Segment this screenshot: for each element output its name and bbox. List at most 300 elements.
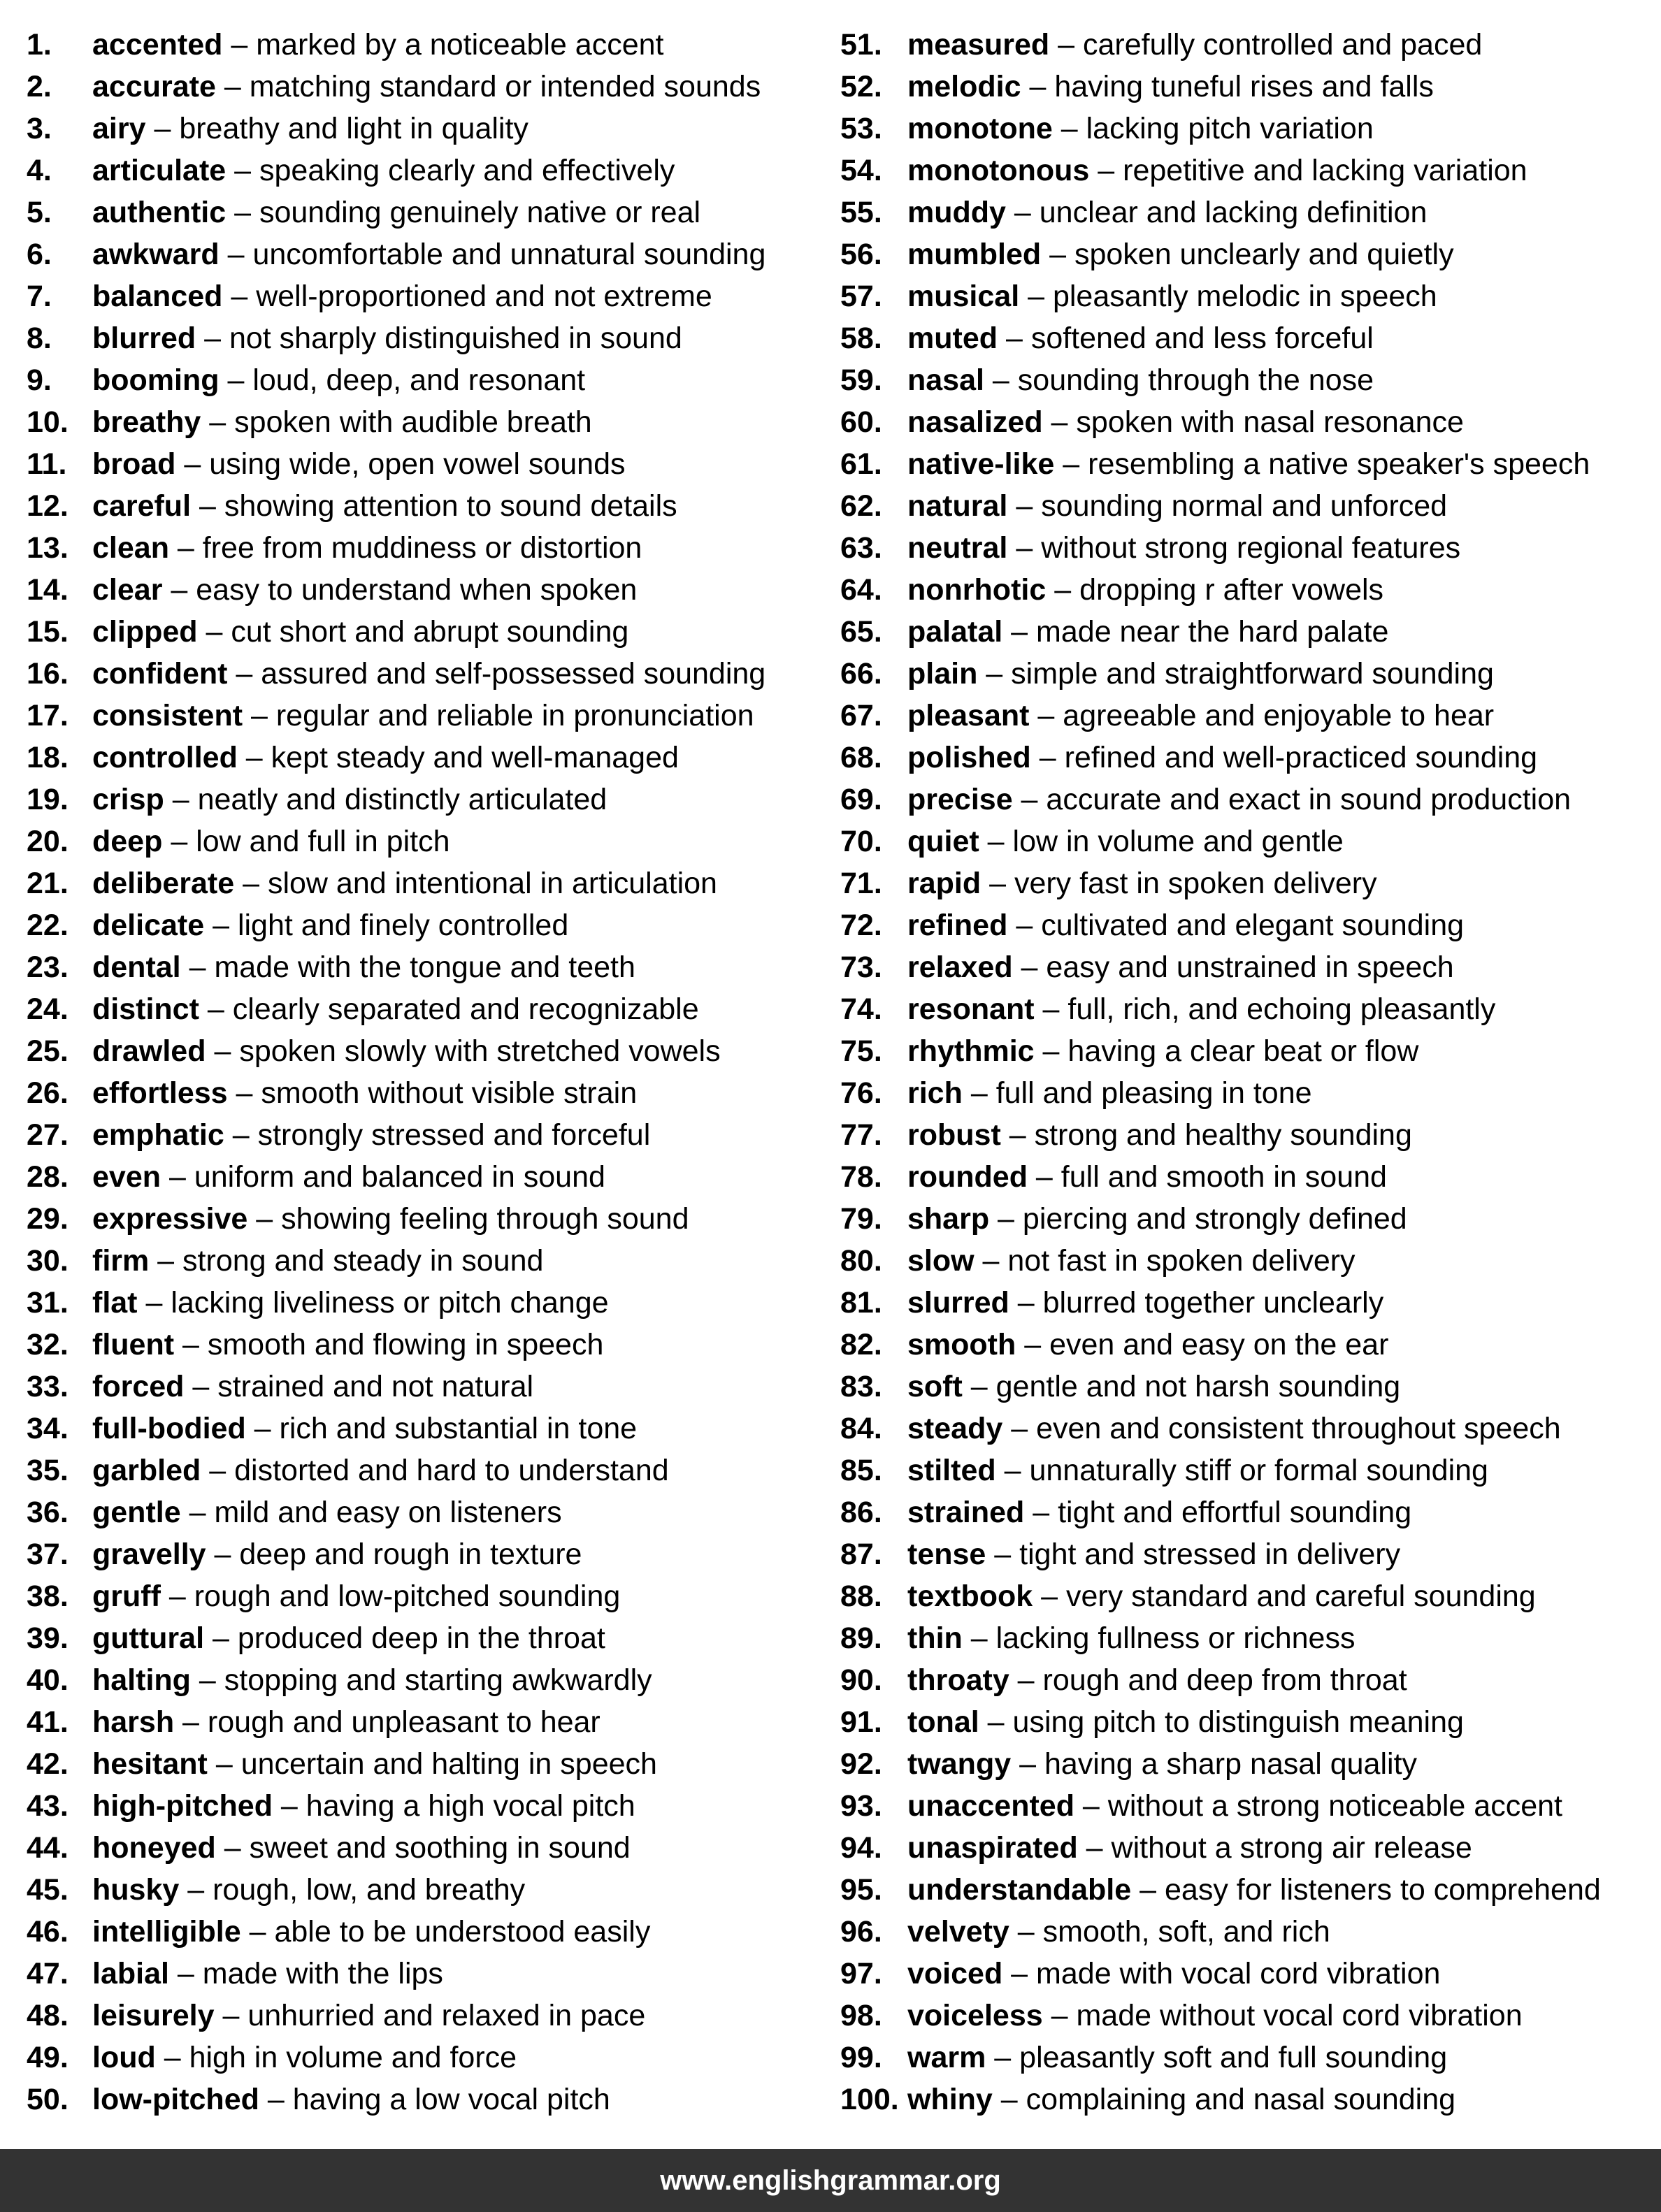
item-separator: – [1049,28,1083,62]
list-item [840,1617,1651,1659]
item-definition: cut short and abrupt sounding [231,615,629,649]
item-separator: – [155,2041,189,2074]
item-text [907,737,1537,779]
list-item [840,317,1651,359]
item-text [92,24,663,66]
item-text [907,1827,1472,1869]
item-definition: without a strong air release [1111,1831,1472,1865]
item-number: 6. [27,238,52,271]
item-number: 97. [840,1957,882,1990]
item-number: 5. [27,196,52,229]
item-definition: having a high vocal pitch [305,1789,635,1823]
item-word: leisurely [92,1999,215,2032]
item-text [92,527,642,569]
item-separator: – [974,1244,1008,1278]
footer-bar [0,2149,1661,2212]
item-text [92,1282,609,1324]
item-text [907,317,1374,359]
item-number: 75. [840,1034,882,1068]
list-item [27,275,830,317]
item-number: 44. [27,1831,69,1865]
item-word: nasal [907,363,984,397]
item-text [92,1156,605,1198]
item-separator: – [204,909,238,942]
item-number: 68. [840,741,882,774]
item-text [92,1911,650,1953]
item-separator: – [168,531,203,565]
list-item [27,359,830,401]
list-item [840,2079,1651,2120]
item-separator: – [207,1747,241,1781]
item-definition: made with the tongue and teeth [214,950,635,984]
item-word: dental [92,950,181,984]
item-text [92,1114,650,1156]
item-word: fluent [92,1328,175,1361]
item-definition: spoken with nasal resonance [1076,405,1464,439]
list-item [840,275,1651,317]
item-word: rhythmic [907,1034,1035,1068]
item-text [92,1533,582,1575]
item-number: 40. [27,1663,69,1697]
item-text [907,485,1447,527]
item-text [907,1240,1356,1282]
item-text [907,1743,1417,1785]
item-word: unaspirated [907,1831,1078,1865]
item-definition: smooth and flowing in speech [207,1328,604,1361]
item-number: 14. [27,573,69,607]
item-word: monotone [907,112,1053,145]
item-word: labial [92,1957,169,1990]
item-separator: – [981,867,1014,900]
item-definition: spoken with audible breath [234,405,592,439]
item-number: 43. [27,1789,69,1823]
item-definition: uniform and balanced in sound [194,1160,605,1194]
item-word: melodic [907,70,1021,103]
item-text [907,1533,1400,1575]
item-definition: regular and reliable in pronunciation [275,699,754,732]
item-word: low-pitched [92,2083,259,2116]
item-word: delicate [92,909,205,942]
item-definition: gentle and not harsh sounding [995,1370,1401,1403]
item-separator: – [247,1202,282,1236]
item-separator: – [215,70,250,103]
item-text [907,1282,1383,1324]
item-definition: well-proportioned and not extreme [256,280,712,313]
item-separator: – [204,1621,238,1655]
item-separator: – [206,1538,240,1571]
item-separator: – [1027,1160,1061,1194]
item-text [907,1575,1536,1617]
word-list-right-column [840,24,1651,2120]
item-separator: – [1012,783,1047,816]
item-definition: without a strong noticeable accent [1107,1789,1562,1823]
item-word: firm [92,1244,150,1278]
item-separator: – [1016,1328,1050,1361]
item-word: thin [907,1621,963,1655]
item-number: 36. [27,1496,69,1529]
item-separator: – [1046,573,1080,607]
item-word: husky [92,1873,180,1907]
item-definition: spoken unclearly and quietly [1074,238,1454,271]
item-word: strained [907,1496,1025,1529]
item-word: booming [92,363,220,397]
item-number: 76. [840,1076,882,1110]
item-separator: – [224,1118,258,1152]
item-number: 64. [840,573,882,607]
item-word: clean [92,531,169,565]
item-separator: – [1005,196,1040,229]
list-item [27,1072,830,1114]
item-number: 12. [27,489,69,523]
item-text [907,1324,1388,1366]
item-separator: – [240,1915,275,1949]
item-number: 94. [840,1831,882,1865]
item-word: tense [907,1538,986,1571]
item-definition: easy for listeners to comprehend [1164,1873,1601,1907]
item-text [907,1953,1440,1995]
item-separator: – [222,280,257,313]
footer-url: www.englishgrammar.org [660,2165,1001,2196]
item-separator: – [979,1705,1013,1739]
item-definition: repetitive and lacking variation [1123,154,1527,187]
item-word: effortless [92,1076,228,1110]
item-definition: rough, low, and breathy [213,1873,526,1907]
item-text [92,862,717,904]
list-item [27,1324,830,1366]
item-separator: – [206,1034,240,1068]
item-number: 53. [840,112,882,145]
list-item [840,946,1651,988]
list-item [27,527,830,569]
list-item [840,862,1651,904]
list-item [27,108,830,150]
item-text [907,1030,1418,1072]
item-separator: – [174,1328,208,1361]
item-separator: – [168,1957,203,1990]
item-text [907,1408,1561,1450]
item-word: loud [92,2041,156,2074]
list-item [27,1408,830,1450]
item-number: 72. [840,909,882,942]
item-separator: – [162,825,196,858]
item-separator: – [1007,909,1042,942]
item-separator: – [226,154,260,187]
item-text [92,1366,533,1408]
item-definition: slow and intentional in articulation [267,867,717,900]
list-item [840,1198,1651,1240]
item-number: 83. [840,1370,882,1403]
item-definition: full, rich, and echoing pleasantly [1067,992,1496,1026]
item-number: 28. [27,1160,69,1194]
list-item [840,1575,1651,1617]
item-number: 45. [27,1873,69,1907]
item-text [92,1785,635,1827]
item-word: high-pitched [92,1789,273,1823]
item-definition: having a clear beat or flow [1067,1034,1419,1068]
item-text [907,1450,1488,1491]
item-definition: strong and steady in sound [182,1244,544,1278]
item-word: expressive [92,1202,248,1236]
item-number: 67. [840,699,882,732]
item-definition: spoken slowly with stretched vowels [239,1034,721,1068]
item-number: 52. [840,70,882,103]
item-text [92,737,679,779]
item-definition: rich and substantial in tone [279,1412,638,1445]
item-definition: sounding genuinely native or real [259,196,701,229]
item-number: 58. [840,321,882,355]
item-definition: made near the hard palate [1036,615,1389,649]
list-item [840,24,1651,66]
item-number: 61. [840,447,882,481]
list-item [840,1953,1651,1995]
item-definition: cultivated and elegant sounding [1041,909,1465,942]
list-item [840,1282,1651,1324]
item-word: mumbled [907,238,1042,271]
item-number: 27. [27,1118,69,1152]
list-item [27,443,830,485]
item-number: 71. [840,867,882,900]
item-word: stilted [907,1454,996,1487]
item-number: 82. [840,1328,882,1361]
item-text [907,443,1590,485]
item-word: clear [92,573,163,607]
item-separator: – [219,238,253,271]
item-word: twangy [907,1747,1012,1781]
item-definition: simple and straightforward sounding [1011,657,1494,691]
item-number: 59. [840,363,882,397]
item-text [92,904,568,946]
item-definition: having tuneful rises and falls [1054,70,1434,103]
item-separator: – [1052,112,1086,145]
item-number: 21. [27,867,69,900]
item-separator: – [199,992,233,1026]
item-number: 95. [840,1873,882,1907]
item-text [907,904,1464,946]
list-item [27,1114,830,1156]
item-text [907,1072,1312,1114]
item-text [907,108,1374,150]
item-number: 34. [27,1412,69,1445]
list-item [840,527,1651,569]
item-definition: rough and deep from throat [1042,1663,1407,1697]
list-item [840,1701,1651,1743]
item-separator: – [1034,992,1068,1026]
item-definition: rough and low-pitched sounding [194,1580,621,1613]
item-number: 55. [840,196,882,229]
item-separator: – [984,363,1018,397]
item-definition: speaking clearly and effectively [259,154,675,187]
item-word: forced [92,1370,185,1403]
item-text [92,569,637,611]
list-item [27,1659,830,1701]
item-definition: easy to understand when spoken [196,573,638,607]
item-number: 39. [27,1621,69,1655]
item-number: 81. [840,1286,882,1320]
item-number: 25. [27,1034,69,1068]
item-separator: – [1042,405,1077,439]
word-list-left-column [27,24,830,2120]
item-word: robust [907,1118,1001,1152]
item-definition: easy and unstrained in speech [1046,950,1454,984]
item-text [92,1575,620,1617]
item-definition: matching standard or intended sounds [249,70,761,103]
item-separator: – [161,1160,194,1194]
item-text [92,1198,689,1240]
item-separator: – [1021,70,1055,103]
item-separator: – [227,657,261,691]
item-separator: – [962,1076,996,1110]
item-text [92,1743,657,1785]
list-item [27,233,830,275]
item-definition: free from muddiness or distortion [202,531,642,565]
item-number: 10. [27,405,69,439]
item-number: 1. [27,28,52,62]
list-item [840,653,1651,695]
item-number: 56. [840,238,882,271]
item-separator: – [1074,1789,1108,1823]
item-definition: uncertain and halting in speech [240,1747,657,1781]
item-word: soft [907,1370,963,1403]
item-text [907,2079,1455,2120]
list-item [27,611,830,653]
item-definition: refined and well-practiced sounding [1064,741,1538,774]
item-separator: – [1089,154,1123,187]
list-item [27,1366,830,1408]
item-word: slow [907,1244,975,1278]
item-definition: piercing and strongly defined [1022,1202,1407,1236]
item-definition: very standard and careful sounding [1066,1580,1536,1613]
item-definition: not fast in spoken delivery [1007,1244,1356,1278]
item-definition: dropping r after vowels [1079,573,1384,607]
list-item [27,2079,830,2120]
item-number: 47. [27,1957,69,1990]
list-item [840,108,1651,150]
item-number: 23. [27,950,69,984]
item-word: voiced [907,1957,1003,1990]
item-definition: not sharply distinguished in sound [229,321,682,355]
item-definition: able to be understood easily [274,1915,651,1949]
item-separator: – [222,28,257,62]
item-number: 84. [840,1412,882,1445]
list-item [27,1701,830,1743]
item-text [92,66,761,108]
item-number: 98. [840,1999,882,2032]
item-number: 15. [27,615,69,649]
list-item [27,485,830,527]
item-definition: using wide, open vowel sounds [209,447,626,481]
item-separator: – [1041,238,1074,271]
item-word: guttural [92,1621,205,1655]
item-separator: – [226,196,259,229]
item-text [92,1240,543,1282]
item-separator: – [1054,447,1088,481]
item-separator: – [977,657,1012,691]
list-item [840,1114,1651,1156]
item-number: 30. [27,1244,69,1278]
item-definition: smooth without visible strain [261,1076,638,1110]
item-number: 37. [27,1538,69,1571]
item-text [907,611,1388,653]
item-word: rounded [907,1160,1028,1194]
item-number: 7. [27,280,52,313]
item-definition: neatly and distinctly articulated [197,783,607,816]
item-number: 77. [840,1118,882,1152]
item-number: 41. [27,1705,69,1739]
list-item [840,904,1651,946]
item-definition: blurred together unclearly [1042,1286,1384,1320]
list-item [840,1450,1651,1491]
item-text [92,233,765,275]
item-text [92,2079,610,2120]
item-text [92,1995,645,2037]
item-number: 32. [27,1328,69,1361]
item-word: even [92,1160,161,1194]
item-word: gentle [92,1496,181,1529]
item-separator: – [164,783,198,816]
item-word: slurred [907,1286,1009,1320]
item-number: 20. [27,825,69,858]
item-text [92,108,528,150]
item-number: 29. [27,1202,69,1236]
item-definition: strongly stressed and forceful [257,1118,651,1152]
item-word: flat [92,1286,138,1320]
item-word: smooth [907,1328,1016,1361]
item-number: 100. [840,2083,899,2116]
list-item [840,1869,1651,1911]
list-item [27,2037,830,2079]
item-text [907,695,1494,737]
item-word: intelligible [92,1915,241,1949]
item-separator: – [162,573,196,607]
item-number: 96. [840,1915,882,1949]
item-separator: – [1029,699,1063,732]
item-word: accented [92,28,223,62]
item-word: distinct [92,992,199,1026]
item-number: 19. [27,783,69,816]
item-text [907,24,1482,66]
list-item [840,988,1651,1030]
item-definition: sweet and soothing in sound [249,1831,631,1865]
item-definition: stopping and starting awkwardly [224,1663,652,1697]
item-text [907,1701,1464,1743]
list-item [27,1282,830,1324]
item-number: 54. [840,154,882,187]
item-separator: – [243,699,276,732]
item-text [907,862,1377,904]
list-item [27,1995,830,2037]
item-number: 50. [27,2083,69,2116]
item-number: 87. [840,1538,882,1571]
item-definition: lacking fullness or richness [995,1621,1356,1655]
item-word: pleasant [907,699,1030,732]
item-separator: – [995,1454,1030,1487]
item-word: muddy [907,196,1006,229]
item-text [907,275,1437,317]
item-text [907,1785,1562,1827]
item-separator: – [180,1496,215,1529]
item-word: rapid [907,867,982,900]
item-separator: – [1002,1957,1037,1990]
item-definition: pleasantly soft and full sounding [1019,2041,1448,2074]
list-item [840,1408,1651,1450]
item-text [92,443,625,485]
item-definition: loud, deep, and resonant [252,363,586,397]
list-item [27,1743,830,1785]
item-number: 93. [840,1789,882,1823]
item-word: resonant [907,992,1035,1026]
item-text [92,1408,637,1450]
item-definition: made with the lips [202,1957,443,1990]
